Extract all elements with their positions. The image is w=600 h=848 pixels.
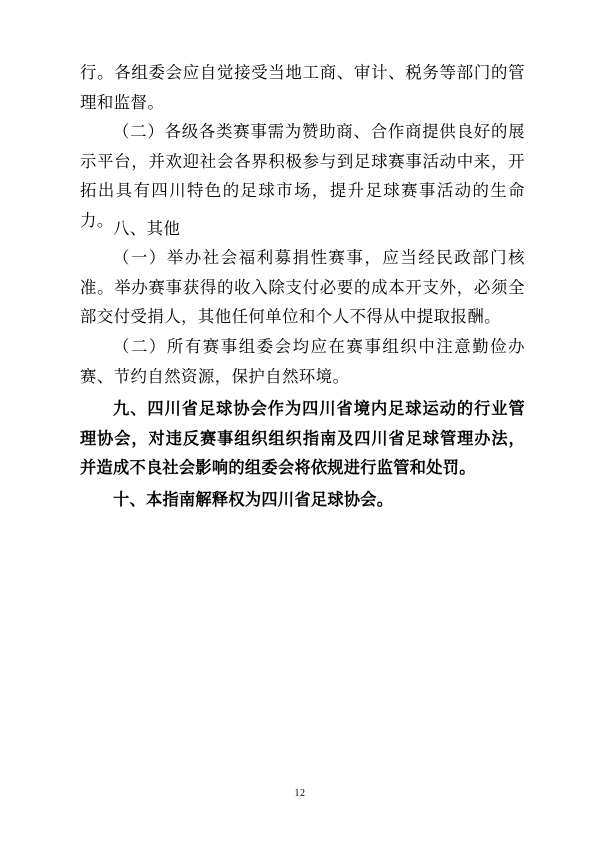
paragraph-environment: （二）所有赛事组委会均应在赛事组织中注意勤俭办赛、节约自然资源，保护自然环境。	[80, 337, 525, 386]
paragraph-charity-events: （一）举办社会福利募捐性赛事，应当经民政部门核准。举办赛事获得的收入除支付必要的成本开支外，必须全部交付受捐人，其他任何单位和个人不得从中提取报酬。	[80, 248, 525, 326]
paragraph-sponsor-platform: （二）各级各类赛事需为赞助商、合作商提供良好的展示平台，并欢迎社会各界积极参与到足球赛事活动中来，开拓出具有四川特色的足球市场，提升足球赛事活动的生命力。	[80, 122, 525, 230]
section-heading-other: 八、其他	[113, 219, 181, 238]
paragraph-association-supervision: 九、四川省足球协会作为四川省境内足球运动的行业管理协会，对违反赛事组织组织指南及四川省足球管理办法，并造成不良社会影响的组委会将依规进行监管和处罚。	[80, 399, 525, 477]
paragraph-supervision: 行。各组委会应自觉接受当地工商、审计、税务等部门的管理和监督。	[80, 63, 525, 112]
page-number: 12	[294, 788, 306, 799]
paragraph-interpretation-right: 十、本指南解释权为四川省足球协会。	[113, 490, 394, 509]
